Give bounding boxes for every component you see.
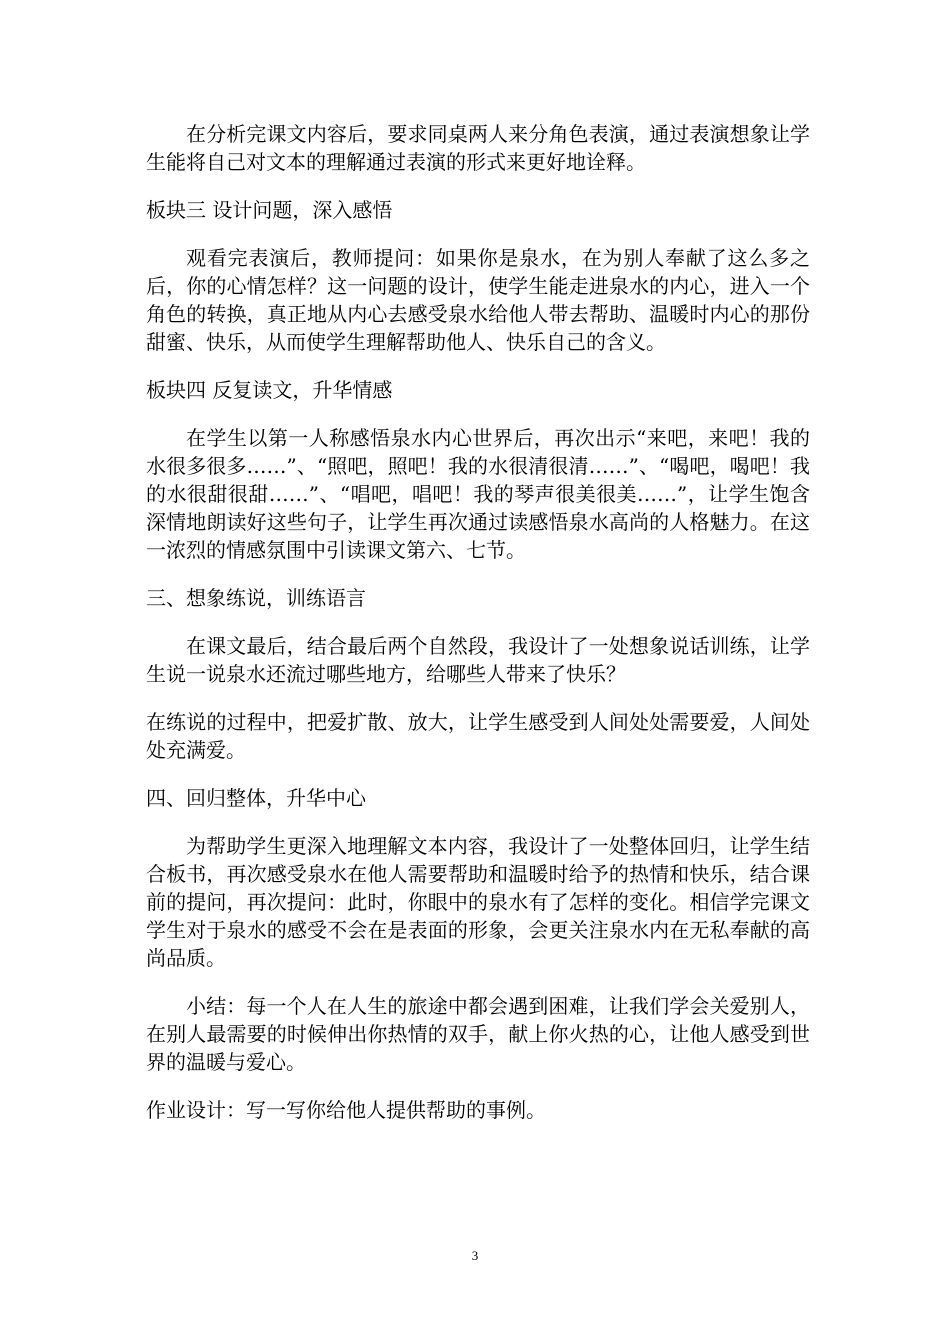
section-heading-four: 四、回归整体，升华中心 xyxy=(146,786,366,810)
document-page xyxy=(146,120,810,1144)
paragraph-imagination-training: 在课文最后，结合最后两个自然段，我设计了一处想象说话训练，让学生说一说泉水还流过哪些地方，给哪些人带来了快乐？ xyxy=(146,634,810,686)
paragraph-homework: 作业设计：写一写你给他人提供帮助的事例。 xyxy=(146,1098,546,1122)
section-heading-three: 三、想象练说，训练语言 xyxy=(146,586,366,610)
paragraph-repeated-reading: 在学生以第一人称感悟泉水内心世界后，再次出示“来吧，来吧！我的水很多很多……”、“照吧，照吧！我的水很清很清……”、“喝吧，喝吧！我的水很甜很甜……”、“唱吧，唱吧！我的琴声很美很美……”，让学生饱含深情地朗读好这些句子，让学生再次通过读感悟泉水高尚的人格魅力。在这一浓烈的情感氛围中引读课文第六、七节。 xyxy=(146,426,810,562)
paragraph-return-to-whole: 为帮助学生更深入地理解文本内容，我设计了一处整体回归，让学生结合板书，再次感受泉水在他人需要帮助和温暖时给予的热情和快乐，结合课前的提问，再次提问：此时，你眼中的泉水有了怎样的变化。相信学完课文学生对于泉水的感受不会在是表面的形象，会更关注泉水内在无私奉献的高尚品质。 xyxy=(146,834,810,970)
paragraph-summary: 小结：每一个人在人生的旅途中都会遇到困难，让我们学会关爱别人，在别人最需要的时候伸出你热情的双手，献上你火热的心，让他人感受到世界的温暖与爱心。 xyxy=(146,994,810,1074)
paragraph-teacher-question: 观看完表演后，教师提问：如果你是泉水，在为别人奉献了这么多之后，你的心情怎样？这一问题的设计，使学生能走进泉水的内心，进入一个角色的转换，真正地从内心去感受泉水给他人带去帮助、温暖时内心的那份甜蜜、快乐，从而使学生理解帮助他人、快乐自己的含义。 xyxy=(146,246,810,354)
paragraph-role-play: 在分析完课文内容后，要求同桌两人来分角色表演，通过表演想象让学生能将自己对文本的理解通过表演的形式来更好地诠释。 xyxy=(146,122,810,174)
paragraph-spread-love: 在练说的过程中，把爱扩散、放大，让学生感受到人间处处需要爱，人间处处充满爱。 xyxy=(146,710,810,762)
section-heading-block-four: 板块四 反复读文，升华情感 xyxy=(146,378,393,402)
section-heading-block-three: 板块三 设计问题，深入感悟 xyxy=(146,198,393,222)
page-number: 3 xyxy=(471,1248,479,1263)
